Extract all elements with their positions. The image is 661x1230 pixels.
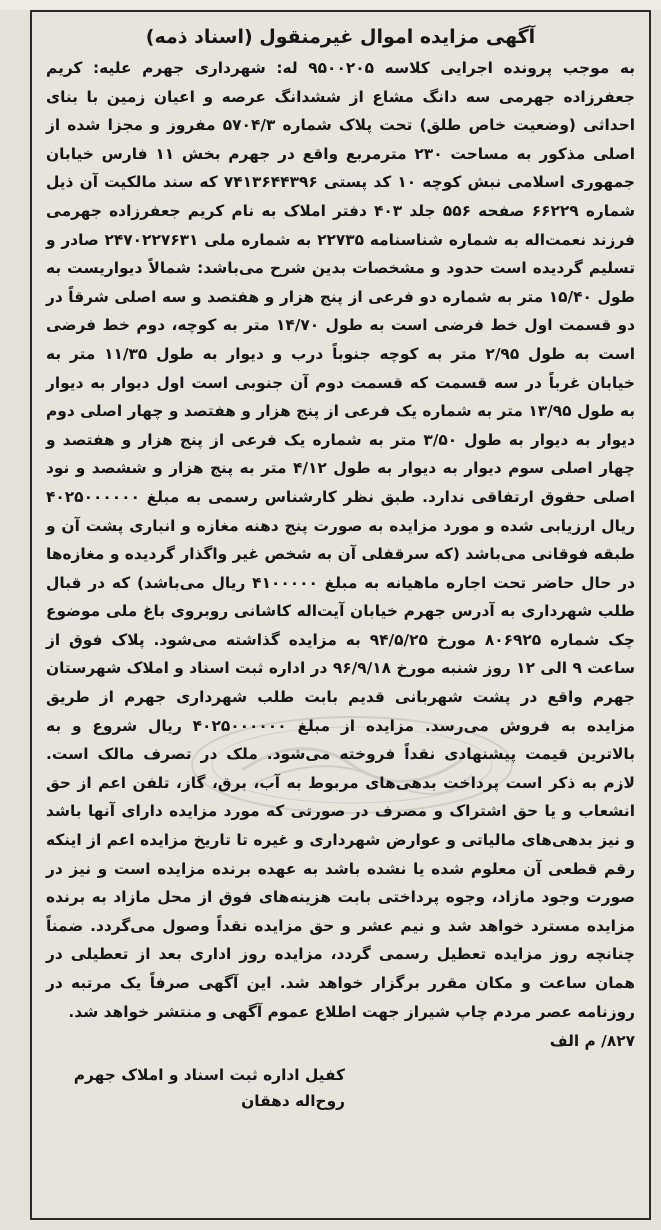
frame-top-rule [32,10,649,12]
notice-content [46,24,635,1114]
signature-name: روح‌اله دهقان [241,1092,345,1111]
top-margin-strip [0,0,661,10]
notice-reference-number: ۸۲۷/ م الف [549,1032,635,1051]
notice-frame [30,10,651,1220]
notice-body: به موجب پرونده اجرایی کلاسه ۹۵۰۰۲۰۵ له: شهرداری جهرم علیه: کریم جعفرزاده جهرمی سه دانگ مشاع از ششدانگ عرصه و اعیان زمین با بنای احداثی (وضعیت خاص طلق) تحت پلاک شماره ۵۷۰۴/۳ مفروز و مجزا شده از اصلی مذکور به مساحت ۲۳۰ مترمربع واقع در جهرم بخش ۱۱ فارس خیابان جمهوری اسلامی نبش کوچه ۱۰ کد پستی ۷۴۱۳۶۴۴۳۹۶ که سند مالکیت آن ذیل شماره ۶۶۲۲۹ صفحه ۵۵۶ جلد ۴۰۳ دفتر املاک به نام کریم جعفرزاده جهرمی فرزند نعمت‌اله به شماره شناسنامه ۲۲۷۳۵ به شماره ملی ۲۴۷۰۲۲۷۶۳۱ صادر و تسلیم گردیده است حدود و مشخصات بدین شرح می‌باشد: شمالاً دیواریست به طول ۱۵/۴۰ متر به شماره دو فرعی از پنج هزار و هفتصد و سه اصلی شرقاً در دو قسمت اول خط فرضی است به طول ۱۴/۷۰ متر به کوچه، دوم خط فرضی است به طول ۲/۹۵ متر به کوچه جنوباً درب و دیوار به طول ۱۱/۳۵ متر به خیابان غرباً در سه قسمت که قسمت دوم آن جنوبی است اول دیوار به دیوار به طول ۱۳/۹۵ متر به شماره یک فرعی از پنج هزار و هفتصد و چهار اصلی دوم دیوار به دیوار به طول ۳/۵۰ متر به شماره یک فرعی از پنج هزار و هفتصد و چهار اصلی سوم دیوار به دیوار به طول ۴/۱۲ متر به پنج هزار و ششصد و نود اصلی حقوق ارتفاقی ندارد. طبق نظر کارشناس رسمی به مبلغ ۴۰۲۵۰۰۰۰۰۰ ریال ارزیابی شده و مورد مزایده به صورت پنج دهنه مغازه و انباری پشت آن و طبقه فوقانی می‌باشد (که سرقفلی آن به شخص غیر واگذار گردیده و مغازه‌ها در حال حاضر تحت اجاره ماهیانه به مبلغ ۴۱۰۰۰۰۰ ریال می‌باشد) که در قبال طلب شهرداری به آدرس جهرم خیابان آیت‌اله کاشانی روبروی باغ ملی موضوع چک شماره ۸۰۶۹۲۵ مورخ ۹۴/۵/۲۵ به مزایده گذاشته می‌شود. پلاک فوق از ساعت ۹ الی ۱۲ روز شنبه مورخ ۹۶/۹/۱۸ در اداره ثبت اسناد و املاک شهرستان جهرم واقع در پشت شهربانی قدیم بابت طلب شهرداری جهرم از طریق مزایده به فروش می‌رسد. مزایده از مبلغ ۴۰۲۵۰۰۰۰۰۰ ریال شروع و به بالاترین قیمت پیشنهادی نقداً فروخته می‌شود. ملک در تصرف مالک است. لازم به ذکر است پرداخت بدهی‌های مربوط به آب، برق، گاز، تلفن اعم از حق انشعاب و یا حق اشتراک و مصرف در صورتی که مورد مزایده دارای آنها باشد و نیز بدهی‌های مالیاتی و عوارض شهرداری و غیره تا تاریخ مزایده اعم از اینکه رقم قطعی آن معلوم شده یا نشده باشد به عهده برنده مزایده است و نیز در صورت وجود مازاد، وجوه پرداختی بابت هزینه‌های فوق از محل مازاد به برنده مزایده مسترد خواهد شد و نیم عشر و حق مزایده نقداً وصول می‌گردد. ضمناً چنانچه روز مزایده تعطیل رسمی گردد، مزایده روز اداری بعد از تعطیلی در همان ساعت و مکان مقرر برگزار خواهد شد. این آگهی صرفاً یک مرتبه در روزنامه عصر مردم چاپ شیراز جهت اطلاع عموم آگهی و منتشر خواهد شد. [46,59,636,1021]
signature-title: کفیل اداره ثبت اسناد و املاک جهرم [73,1066,345,1085]
signature-block [46,1062,635,1114]
notice-title: آگهی مزایده اموال غیرمنقول (اسناد ذمه) [145,26,536,48]
